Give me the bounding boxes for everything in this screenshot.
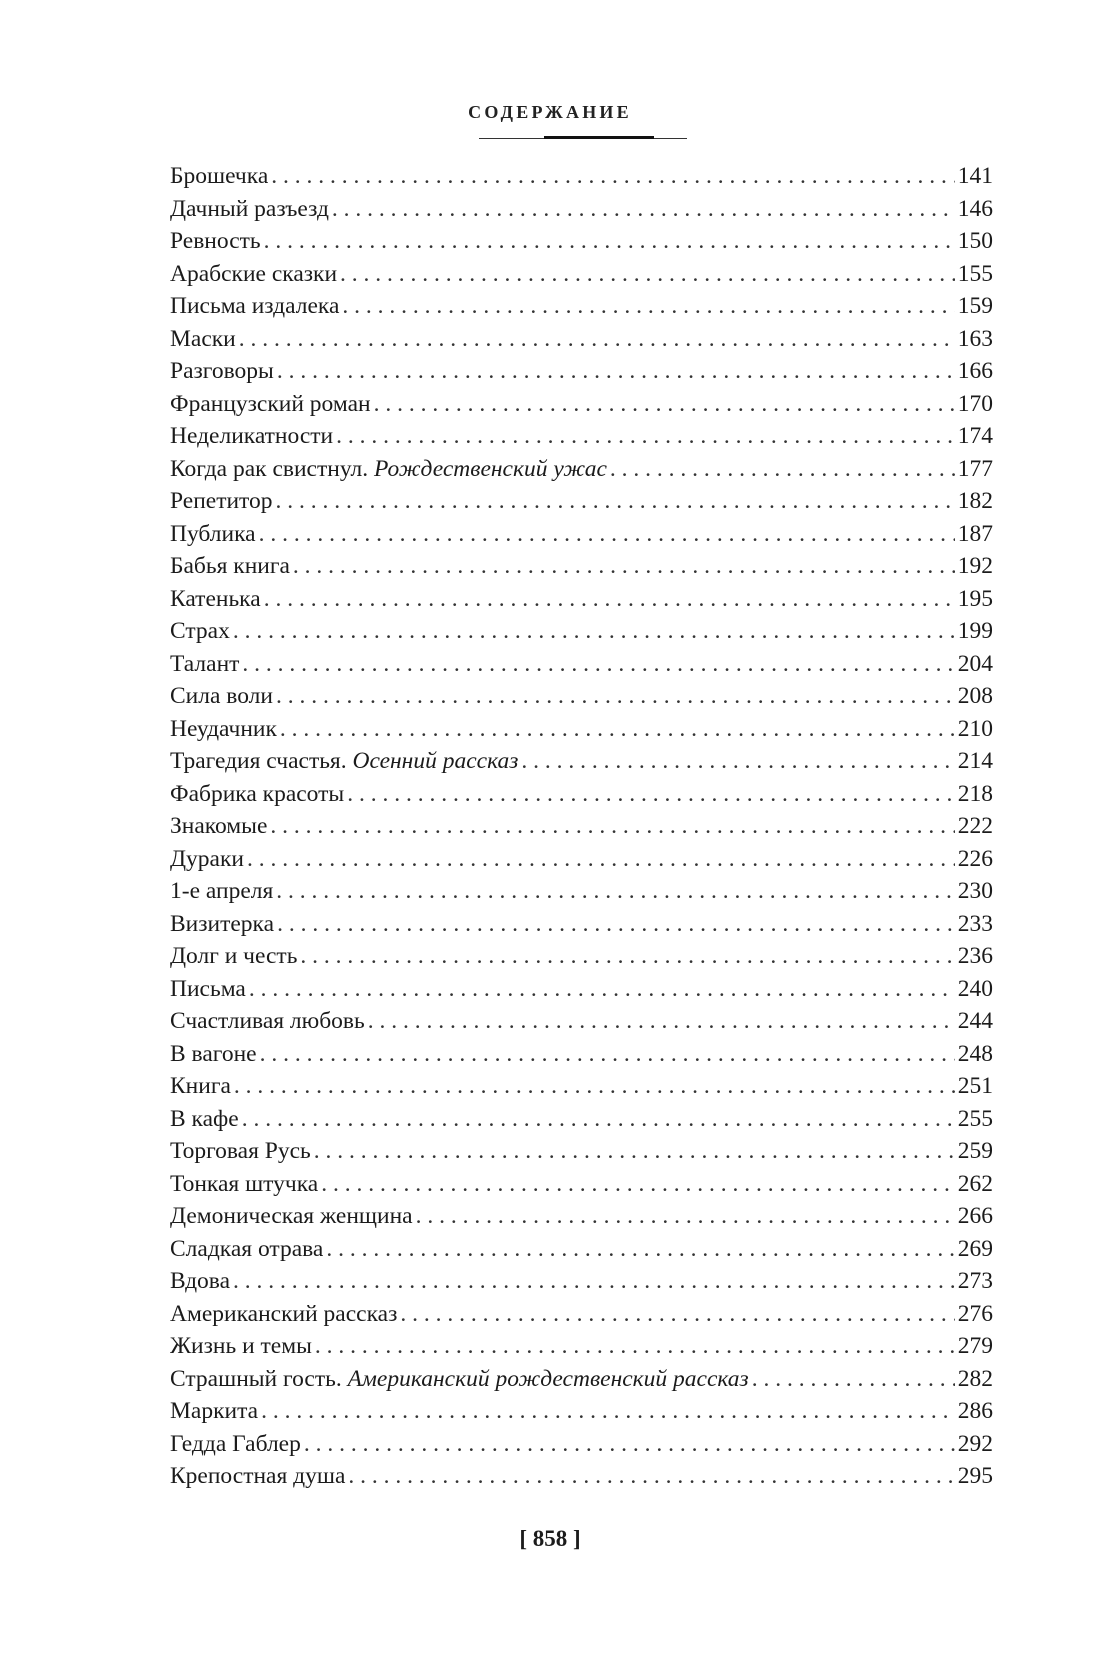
toc-entry [170,553,993,586]
dot-leader [610,456,955,483]
toc-entry-main-title: Арабские сказки [170,260,338,287]
dot-leader [336,423,955,450]
toc-entry [170,1431,993,1464]
toc-entry [170,488,993,521]
toc-entry-title [170,1398,258,1425]
toc-entry-title [170,1463,345,1490]
toc-entry-main-title: Письма издалека [170,293,340,319]
toc-entry-page: 182 [957,488,993,514]
toc-entry-main-title: Сила воли [170,683,273,709]
toc-entry [170,911,993,944]
toc-entry [170,878,993,911]
toc-entry-page: 204 [957,650,993,677]
toc-entry-main-title: Талант [170,650,240,677]
toc-entry-page: 295 [957,1463,993,1489]
toc-entry-title [170,683,273,710]
toc-entry-page: 210 [957,715,993,742]
toc-entry-main-title: В кафе [170,1105,239,1132]
toc-entry-title [170,1203,413,1230]
toc-entry-subtitle: Рождественский ужас [374,455,607,482]
toc-entry-title [170,391,371,418]
dot-leader [342,293,954,320]
toc-entry-page: 199 [957,618,993,644]
toc-entry-title [170,456,607,483]
table-of-contents [170,163,993,1496]
toc-entry-main-title: Французский роман [170,390,371,417]
toc-entry-page: 150 [957,228,993,254]
toc-entry-main-title: Репетитор [170,488,273,514]
dot-leader [259,521,955,548]
toc-entry [170,716,993,749]
toc-entry-title [170,586,261,613]
toc-entry-title [170,228,261,255]
page-header: СОДЕРЖАНИЕ [468,102,632,122]
toc-entry-title [170,1268,230,1295]
toc-entry-page: 266 [957,1203,993,1229]
toc-entry [170,1106,993,1139]
toc-entry-page: 233 [957,910,993,937]
toc-entry-page: 208 [957,683,993,709]
toc-entry-page: 214 [957,748,993,774]
toc-entry [170,358,993,391]
toc-entry-main-title: Фабрика красоты [170,780,345,807]
toc-entry-page: 166 [957,358,993,384]
toc-entry-title [170,1008,365,1035]
toc-entry [170,391,993,424]
toc-entry-page: 279 [957,1333,993,1359]
toc-entry-title [170,293,339,320]
toc-entry-page: 163 [957,325,993,352]
toc-entry [170,651,993,684]
dot-leader [233,1268,955,1295]
dot-leader [270,813,954,840]
toc-entry-subtitle: Осенний рассказ [352,748,519,774]
toc-entry-subtitle: Американский рождественский рассказ [347,1365,749,1392]
toc-entry [170,846,993,879]
toc-entry-main-title: Маски [170,325,236,352]
toc-entry-page: 141 [957,163,993,189]
dot-leader [234,1073,955,1100]
toc-entry-main-title: Дачный разъезд [170,195,329,222]
toc-entry-page: 292 [957,1430,993,1457]
toc-entry-page: 146 [957,195,993,222]
toc-entry [170,683,993,716]
toc-entry-title [170,488,273,515]
toc-entry-main-title: Когда рак свистнул. [170,455,369,482]
toc-entry-page: 240 [957,975,993,1002]
header-rule-accent [544,136,654,139]
toc-entry-page: 159 [957,293,993,319]
dot-leader [276,878,954,905]
dot-leader [293,553,955,580]
toc-entry-main-title: Демоническая женщина [170,1203,413,1229]
toc-entry [170,1203,993,1236]
toc-entry-title [170,1041,257,1068]
dot-leader [239,326,955,353]
toc-entry-main-title: Визитерка [170,910,275,937]
toc-entry [170,1041,993,1074]
dot-leader [264,586,955,613]
toc-entry [170,1008,993,1041]
toc-entry-main-title: Американский рассказ [170,1300,398,1327]
toc-entry-page: 255 [957,1105,993,1132]
dot-leader [261,1398,955,1425]
toc-entry-page: 269 [957,1235,993,1262]
toc-entry [170,521,993,554]
dot-leader [300,943,954,970]
toc-entry-title [170,521,256,548]
toc-entry-main-title: Тонкая штучка [170,1170,319,1197]
toc-entry-main-title: Бабья книга [170,553,290,579]
toc-entry-title [170,943,297,970]
toc-entry-page: 195 [957,585,993,612]
toc-entry-title [170,1431,301,1458]
toc-entry-title [170,911,274,938]
toc-entry-main-title: Страх [170,618,230,644]
toc-entry [170,1138,993,1171]
toc-entry-page: 226 [957,845,993,872]
toc-entry-main-title: Катенька [170,585,261,612]
toc-entry [170,456,993,489]
toc-entry-title [170,163,268,190]
dot-leader [340,261,955,288]
toc-entry-main-title: Брошечка [170,163,269,189]
toc-entry-main-title: Публика [170,520,256,547]
toc-entry-main-title: 1-е апреля [170,878,274,904]
toc-entry-main-title: Письма [170,975,246,1002]
toc-entry-title [170,716,277,743]
dot-leader [752,1366,955,1393]
dot-leader [276,488,955,515]
toc-entry-page: 259 [957,1138,993,1164]
toc-entry [170,813,993,846]
toc-entry-title [170,553,290,580]
toc-entry-title [170,781,344,808]
toc-entry-title [170,618,230,645]
toc-entry [170,1171,993,1204]
toc-entry [170,1463,993,1496]
toc-entry-title [170,1171,318,1198]
toc-entry-page: 155 [957,260,993,287]
dot-leader [242,1106,955,1133]
toc-entry-title [170,358,274,385]
toc-entry-main-title: Разговоры [170,358,274,384]
toc-entry-title [170,846,244,873]
toc-entry-main-title: Дураки [170,845,244,872]
dot-leader [277,911,955,938]
toc-entry [170,943,993,976]
toc-entry-title [170,976,246,1003]
toc-entry-main-title: Неудачник [170,715,277,742]
toc-entry-page: 236 [957,943,993,969]
toc-entry-main-title: Торговая Русь [170,1138,311,1164]
toc-entry-title [170,813,267,840]
toc-entry-main-title: В вагоне [170,1040,257,1067]
toc-entry-page: 244 [957,1008,993,1034]
dot-leader [332,196,955,223]
toc-entry-page: 248 [957,1040,993,1067]
toc-entry-title [170,1073,231,1100]
dot-leader [271,163,955,190]
toc-entry-main-title: Жизнь и темы [170,1333,312,1359]
toc-entry [170,1268,993,1301]
toc-entry [170,748,993,781]
dot-leader [314,1138,955,1165]
toc-entry-title [170,1106,239,1133]
toc-entry-title [170,1333,312,1360]
toc-entry [170,228,993,261]
dot-leader [304,1431,955,1458]
toc-entry [170,293,993,326]
dot-leader [374,391,955,418]
toc-entry-page: 170 [957,390,993,417]
dot-leader [277,358,955,385]
dot-leader [321,1171,955,1198]
toc-entry-page: 251 [957,1073,993,1099]
toc-entry [170,326,993,359]
dot-leader [280,716,955,743]
toc-entry [170,261,993,294]
toc-entry [170,163,993,196]
dot-leader [249,976,955,1003]
dot-leader [247,846,955,873]
dot-leader [315,1333,955,1360]
toc-entry-main-title: Знакомые [170,813,268,839]
toc-entry-main-title: Неделикатности [170,423,334,449]
dot-leader [233,618,955,645]
dot-leader [400,1301,954,1328]
toc-entry-page: 174 [957,423,993,449]
toc-entry-main-title: Счастливая любовь [170,1008,365,1034]
toc-entry-page: 273 [957,1268,993,1294]
toc-entry-page: 192 [957,553,993,579]
toc-entry-title [170,878,273,905]
toc-entry [170,1236,993,1269]
toc-entry-page: 230 [957,878,993,904]
toc-entry-page: 282 [957,1365,993,1392]
toc-entry-page: 218 [957,780,993,807]
toc-entry-title [170,326,236,353]
toc-entry [170,586,993,619]
page-number: [ 858 ] [519,1526,581,1551]
toc-entry-title [170,1138,311,1165]
toc-entry-main-title: Маркита [170,1398,259,1424]
dot-leader [521,748,954,775]
toc-entry-main-title: Гедда Габлер [170,1430,301,1457]
toc-entry [170,1073,993,1106]
toc-entry-title [170,1301,397,1328]
toc-entry [170,423,993,456]
toc-entry [170,976,993,1009]
toc-entry [170,196,993,229]
dot-leader [276,683,955,710]
toc-entry-title [170,748,518,775]
toc-entry-main-title: Ревность [170,228,261,254]
toc-entry-title [170,651,239,678]
toc-entry-page: 222 [957,813,993,839]
toc-entry-page: 286 [957,1398,993,1424]
toc-entry [170,1333,993,1366]
toc-entry-page: 262 [957,1170,993,1197]
toc-entry [170,618,993,651]
toc-entry-main-title: Сладкая отрава [170,1235,324,1262]
dot-leader [326,1236,954,1263]
toc-entry-main-title: Долг и честь [170,943,298,969]
toc-entry-page: 276 [957,1300,993,1327]
dot-leader [368,1008,955,1035]
toc-entry [170,1398,993,1431]
dot-leader [416,1203,955,1230]
toc-entry-main-title: Страшный гость. [170,1365,342,1392]
dot-leader [260,1041,955,1068]
toc-entry [170,1301,993,1334]
toc-entry-title [170,1236,323,1263]
toc-entry-main-title: Крепостная душа [170,1463,346,1489]
toc-entry-main-title: Книга [170,1073,231,1099]
toc-entry [170,1366,993,1399]
toc-entry-title [170,423,333,450]
dot-leader [348,1463,954,1490]
toc-entry-page: 177 [957,455,993,482]
toc-entry [170,781,993,814]
toc-entry-main-title: Трагедия счастья. [170,748,347,774]
toc-entry-page: 187 [957,520,993,547]
toc-entry-main-title: Вдова [170,1268,231,1294]
toc-entry-title [170,1366,749,1393]
toc-entry-title [170,261,337,288]
toc-entry-title [170,196,329,223]
dot-leader [264,228,955,255]
dot-leader [242,651,954,678]
dot-leader [347,781,955,808]
